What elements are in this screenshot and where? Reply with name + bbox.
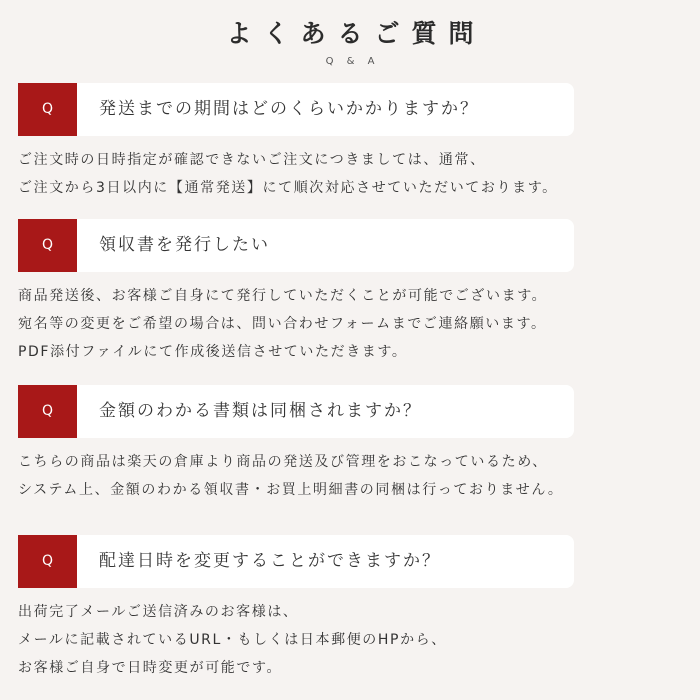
answer-line: 宛名等の変更をご希望の場合は、問い合わせフォームまでご連絡願います。 — [18, 316, 547, 332]
page-title: よくあるご質問 — [226, 19, 486, 48]
answer-text — [18, 598, 688, 682]
answer-line: ご注文時の日時指定が確認できないご注文につきましては、通常、 — [18, 152, 486, 168]
faq-item — [18, 83, 688, 202]
answer-text — [18, 282, 688, 366]
question-text: 金額のわかる書類は同梱されますか？ — [99, 401, 422, 421]
question-badge: Q — [18, 535, 77, 588]
question-bar — [18, 219, 574, 272]
faq-item — [18, 535, 688, 682]
answer-text — [18, 146, 688, 202]
question-bar — [18, 83, 574, 136]
question-badge: Q — [18, 83, 77, 136]
page-subtitle: Q & A — [325, 56, 380, 67]
question-text: 配達日時を変更することができますか？ — [99, 551, 441, 571]
answer-text — [18, 448, 688, 504]
question-text: 領収書を発行したい — [99, 235, 270, 255]
question-bar — [18, 535, 574, 588]
answer-line: 商品発送後、お客様ご自身にて発行していただくことが可能でございます。 — [18, 288, 548, 304]
faq-item — [18, 219, 688, 366]
question-text: 発送までの期間はどのくらいかかりますか？ — [99, 99, 479, 119]
answer-line: お客様ご自身で日時変更が可能です。 — [18, 660, 283, 676]
answer-line: ご注文から3日以内に【通常発送】にて順次対応させていただいております。 — [18, 180, 558, 196]
answer-line: こちらの商品は楽天の倉庫より商品の発送及び管理をおこなっているため、 — [18, 454, 548, 470]
question-badge: Q — [18, 219, 77, 272]
question-bar — [18, 385, 574, 438]
faq-item — [18, 385, 688, 504]
question-badge: Q — [18, 385, 77, 438]
answer-line: PDF添付ファイルにて作成後送信させていただきます。 — [18, 344, 408, 360]
answer-line: システム上、金額のわかる領収書・お買上明細書の同梱は行っておりません。 — [18, 482, 564, 498]
answer-line: 出荷完了メールご送信済みのお客様は、 — [18, 604, 299, 620]
answer-line: メールに記載されているURL・もしくは日本郵便のHPから、 — [18, 632, 447, 648]
